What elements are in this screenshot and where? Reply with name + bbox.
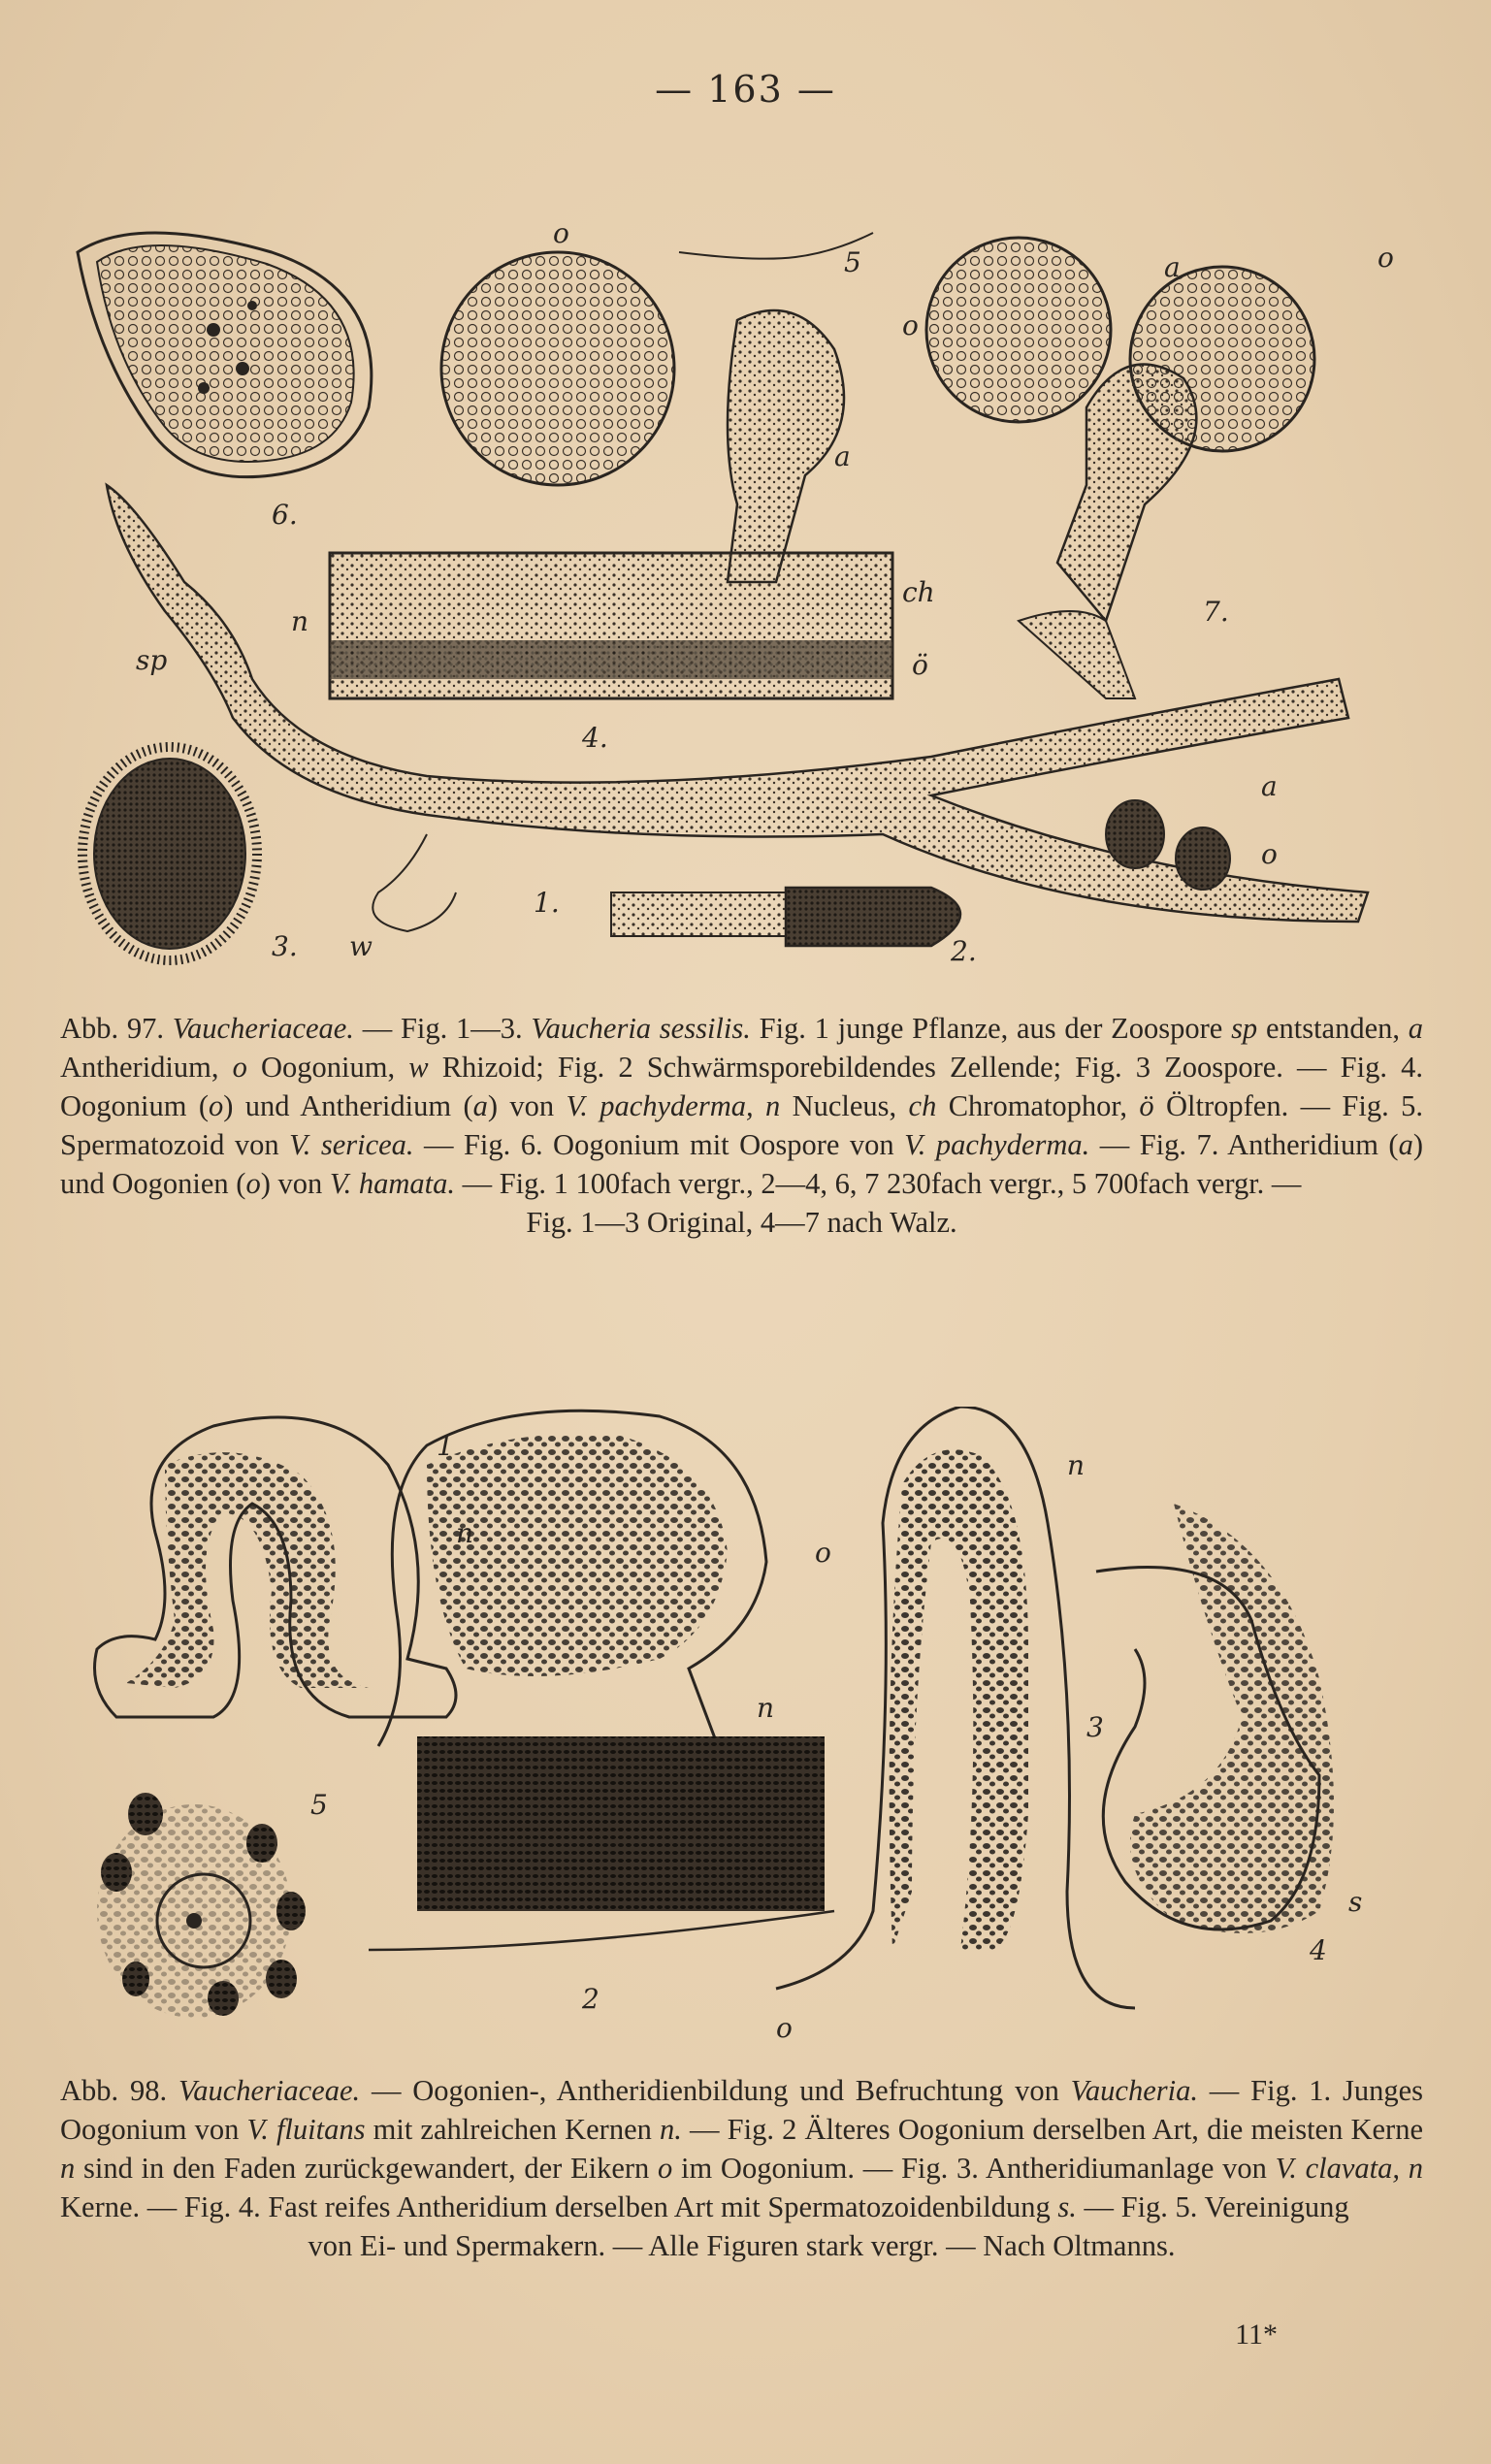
cap98-seg: s. bbox=[1057, 2190, 1077, 2223]
cap98-seg: im Oogonium. — Fig. 3. Antheridiumanlage von bbox=[672, 2152, 1276, 2185]
cap98-seg: V. fluitans bbox=[246, 2113, 366, 2146]
label-fig1-sp: sp bbox=[136, 644, 168, 676]
figure-97-caption bbox=[60, 1009, 1423, 1242]
label-fig1-o: o bbox=[1261, 838, 1278, 870]
fig6-oogonium bbox=[78, 233, 372, 477]
cap97-seg: Oogonium, bbox=[246, 1051, 409, 1084]
figure-97-caption-text bbox=[60, 1009, 1423, 1203]
cap97-seg: a bbox=[1398, 1128, 1413, 1161]
cap98-seg: V. clavata, bbox=[1275, 2152, 1401, 2185]
label-fig1-w: w bbox=[349, 930, 373, 962]
figure-98-drawing bbox=[58, 1407, 1436, 2057]
fig3-antheridium-formation bbox=[776, 1407, 1135, 2008]
cap98-seg bbox=[1400, 2152, 1409, 2185]
label-fig2: 2 bbox=[582, 1983, 600, 2015]
cap97-seg: ) und Antheridium ( bbox=[223, 1089, 473, 1122]
fig2-older-oogonium bbox=[369, 1410, 834, 1950]
label-fig4-a: a bbox=[834, 440, 851, 472]
figure-98-caption bbox=[60, 2071, 1423, 2265]
cap98-seg: n bbox=[60, 2152, 76, 2185]
cap97-seg: Fig. 1 junge Pflanze, aus der Zoospore bbox=[750, 1012, 1232, 1045]
label-fig7-o-left: o bbox=[902, 309, 919, 341]
figure-97-drawing bbox=[58, 213, 1436, 989]
cap98-seg: sind in den Faden zurückgewandert, der Eikern bbox=[75, 2152, 659, 2185]
cap97-seg: w bbox=[408, 1051, 429, 1084]
fig4-nearly-ripe-antheridium bbox=[1096, 1504, 1334, 1933]
cap97-seg: — Fig. 1—3. bbox=[353, 1012, 532, 1045]
cap97-seg: V. hamata. bbox=[329, 1167, 455, 1200]
cap98-seg: mit zahlreichen Kernen bbox=[365, 2113, 661, 2146]
cap98-seg: — Fig. 1. Junges Oogonium von bbox=[60, 2074, 1424, 2146]
page-number: — 163 — bbox=[655, 68, 836, 111]
label-fig3-n: n bbox=[1067, 1449, 1086, 1481]
cap98-seg: n. bbox=[660, 2113, 682, 2146]
fig5-nucleus-union bbox=[97, 1793, 306, 2018]
label-fig7: 7. bbox=[1203, 596, 1229, 628]
cap97-seg: o bbox=[209, 1089, 224, 1122]
cap98-seg: Vaucheriaceae. bbox=[178, 2074, 361, 2107]
label-fig6: 6. bbox=[272, 499, 298, 531]
label-fig4-n: n bbox=[291, 605, 309, 637]
cap97-seg: Chromatophor, bbox=[936, 1089, 1140, 1122]
cap97-seg bbox=[754, 1089, 765, 1122]
cap97-seg: ) von bbox=[487, 1089, 567, 1122]
label-fig4: 4. bbox=[582, 722, 608, 754]
cap97-seg: — Fig. 1 100fach vergr., 2—4, 6, 7 230fach vergr., 5 700fach vergr. — bbox=[454, 1167, 1302, 1200]
cap97-seg: a bbox=[1408, 1012, 1423, 1045]
figure-97-caption-last-line: Fig. 1—3 Original, 4—7 nach Walz. bbox=[526, 1206, 957, 1239]
fig7-antheridium-oogonia bbox=[926, 238, 1314, 698]
cap97-seg: — Fig. 6. Oogonium mit Oospore von bbox=[413, 1128, 905, 1161]
label-fig1-a: a bbox=[1261, 770, 1278, 802]
cap97-seg: Abb. 97. bbox=[60, 1012, 173, 1045]
figure-98-caption-last-line: von Ei- und Spermakern. — Alle Figuren stark vergr. — Nach Oltmanns. bbox=[308, 2229, 1176, 2262]
fig4-oogonium-antheridium bbox=[330, 252, 892, 698]
label-fig2-n: n bbox=[757, 1692, 775, 1724]
cap97-seg: ö bbox=[1139, 1089, 1154, 1122]
label-fig4-o: o bbox=[553, 217, 569, 249]
cap98-seg: o bbox=[658, 2152, 673, 2185]
label-fig1: 1. bbox=[534, 887, 560, 919]
cap98-seg: Kerne. — Fig. 4. Fast reifes Antheridium derselben Art mit Spermatozoidenbildung bbox=[60, 2190, 1058, 2223]
cap97-seg: o bbox=[245, 1167, 261, 1200]
cap97-seg: n bbox=[764, 1089, 781, 1122]
label-fig4: 4 bbox=[1310, 1934, 1327, 1966]
label-fig3: 3 bbox=[1086, 1711, 1104, 1743]
fig3-zoospore bbox=[82, 747, 257, 960]
cap98-seg: — Fig. 5. Vereinigung bbox=[1076, 2190, 1349, 2223]
cap97-seg: Vaucheria sessilis. bbox=[531, 1012, 751, 1045]
cap98-seg: n bbox=[1408, 2152, 1423, 2185]
cap98-seg: — Oogonien-, Antheridienbildung und Befruchtung von bbox=[360, 2074, 1071, 2107]
label-fig3: 3. bbox=[272, 930, 298, 962]
cap97-seg: o bbox=[232, 1051, 247, 1084]
label-fig5: 5 bbox=[310, 1789, 328, 1821]
cap97-seg: V. pachyderma, bbox=[566, 1089, 754, 1122]
signature-mark: 11* bbox=[1235, 2318, 1278, 2351]
cap97-seg: ch bbox=[908, 1089, 937, 1122]
cap97-seg: Vaucheriaceae. bbox=[172, 1012, 354, 1045]
figure-98-caption-text bbox=[60, 2071, 1423, 2226]
label-fig5: 5 bbox=[844, 246, 861, 278]
cap97-seg: ) und Oogonien ( bbox=[60, 1128, 1423, 1200]
label-fig7-a: a bbox=[1164, 251, 1181, 283]
label-fig2-o: o bbox=[815, 1537, 831, 1569]
fig2-zoospore-forming-cell bbox=[611, 888, 960, 946]
cap98-seg: — Fig. 2 Älteres Oogonium derselben Art, die meisten Kerne bbox=[681, 2113, 1423, 2146]
cap97-seg: — Fig. 7. Antheridium ( bbox=[1089, 1128, 1399, 1161]
label-fig3-o: o bbox=[776, 2012, 793, 2044]
cap98-seg: Vaucheria. bbox=[1070, 2074, 1198, 2107]
label-fig2: 2. bbox=[951, 935, 977, 967]
label-fig1-n: n bbox=[456, 1517, 474, 1549]
cap98-seg: Abb. 98. bbox=[60, 2074, 178, 2107]
label-fig4-ch: ch bbox=[902, 576, 935, 608]
cap97-seg: sp bbox=[1231, 1012, 1258, 1045]
label-fig7-o-right: o bbox=[1378, 242, 1394, 274]
cap97-seg: Rhizoid; Fig. 2 Schwärmsporebildendes Zellende; Fig. 3 Zoospore. — Fig. 4. Oogonium ( bbox=[60, 1051, 1423, 1122]
label-fig1: 1 bbox=[437, 1430, 454, 1462]
cap97-seg: V. sericea. bbox=[289, 1128, 414, 1161]
cap97-seg: Nucleus, bbox=[780, 1089, 909, 1122]
cap97-seg: V. pachyderma. bbox=[904, 1128, 1090, 1161]
label-fig4-s: s bbox=[1348, 1886, 1363, 1918]
cap97-seg: entstanden, bbox=[1257, 1012, 1409, 1045]
figure-98-illustration bbox=[58, 1407, 1436, 2057]
figure-97-illustration bbox=[58, 213, 1436, 989]
cap97-seg: a bbox=[472, 1089, 488, 1122]
label-fig4-oe: ö bbox=[912, 649, 928, 681]
cap97-seg: Öltropfen. — Fig. 5. Spermatozoid von bbox=[60, 1089, 1423, 1161]
cap97-seg: Antheridium, bbox=[60, 1051, 233, 1084]
cap97-seg: ) von bbox=[260, 1167, 330, 1200]
